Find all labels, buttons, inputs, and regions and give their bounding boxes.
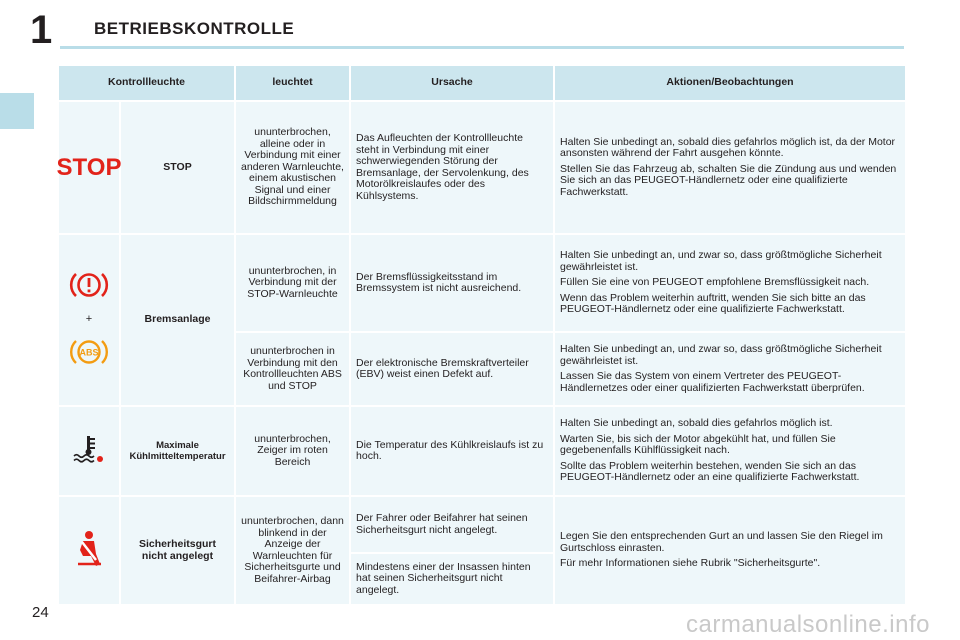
light-cause: Die Temperatur des Kühlkreislaufs ist zu hoch. (351, 407, 553, 495)
action-text: Warten Sie, bis sich der Motor abgekühlt hat, und füllen Sie gegebenenfalls Kühlflüssigkeit nach. (560, 432, 836, 457)
action-text: Stellen Sie das Fahrzeug ab, schalten Sie die Zündung aus und wenden Sie sich an das PEUGEOT-Händlernetz oder eine qualifizierte Fachwerkstatt. (560, 162, 897, 198)
icon-cell (59, 407, 119, 495)
table-header-row (59, 66, 905, 100)
action-text: Halten Sie unbedingt an, sobald dies gefahrlos möglich ist. (560, 417, 833, 430)
light-condition: ununterbrochen, dann blinkend in der Anzeige der Warnleuchten für Sicherheitsgurte und Beifahrer-Airbag (236, 497, 349, 604)
light-condition: ununterbrochen, alleine oder in Verbindung mit einer anderen Warnleuchte, einem akustischen Signal und einer Bildschirmmeldung (236, 102, 349, 233)
chapter-number: 1 (30, 8, 53, 52)
action-text: Für mehr Informationen siehe Rubrik "Sicherheitsgurte". (560, 557, 821, 570)
light-name: Bremsanlage (121, 235, 234, 405)
light-cause: Der Fahrer oder Beifahrer hat seinen Sicherheitsgurt nicht angelegt. (351, 497, 553, 552)
stop-warning-icon (56, 153, 122, 181)
light-actions (555, 235, 905, 331)
table-row-coolant (59, 407, 905, 495)
light-name (121, 407, 234, 495)
light-name-line: Kühlmitteltemperatur (129, 451, 226, 462)
coolant-temperature-icon (71, 434, 107, 464)
light-cause: Der elektronische Bremskraftverteiler (EBV) weist einen Defekt auf. (351, 333, 553, 405)
action-text: Wenn das Problem weiterhin auftritt, wenden Sie sich bitte an das PEUGEOT-Händlernetz oder eine qualifizierte Fachwerkstatt. (560, 291, 866, 316)
icon-cell (59, 497, 119, 604)
table-row-brake-1 (59, 235, 905, 331)
action-text: Lassen Sie das System von einem Vertreter des PEUGEOT-Händlernetzes oder einer qualifizierten Fachwerkstatt überprüfen. (560, 370, 865, 394)
brake-warning-icon (69, 269, 109, 301)
icon-cell (59, 235, 119, 405)
stop-icon-text: STOP (56, 153, 122, 181)
light-actions (555, 497, 905, 604)
warning-lights-table (57, 64, 907, 606)
column-header-kontrollleuchte: Kontrollleuchte (59, 66, 234, 100)
watermark: carmanualsonline.info (686, 611, 930, 638)
seatbelt-warning-icon (74, 530, 104, 568)
light-condition: ununterbrochen, in Verbindung mit der STOP-Warnleuchte (236, 235, 349, 331)
header-rule (60, 46, 904, 49)
light-cause: Mindestens einer der Insassen hinten hat seinen Sicherheitsgurt nicht angelegt. (351, 554, 553, 604)
action-text: Sollte das Problem weiterhin bestehen, wenden Sie sich an das PEUGEOT-Händlernetz oder an eine qualifizierte Fachwerkstatt. (560, 459, 860, 484)
abs-warning-icon (69, 336, 109, 368)
action-text: Füllen Sie eine von PEUGEOT empfohlene Bremsflüssigkeit nach. (560, 276, 870, 289)
abs-icon-text: ABS (79, 347, 99, 358)
light-cause: Das Aufleuchten der Kontrollleuchte steht in Verbindung mit einer schwerwiegenden Störung der Bremsanlage, der Servolenkung, des Motorölkreislaufes oder des Kühlsystems. (351, 102, 553, 233)
light-actions (555, 102, 905, 233)
column-header-ursache: Ursache (351, 66, 553, 100)
icon-cell (56, 102, 122, 233)
chapter-side-tab (0, 93, 34, 129)
column-header-leuchtet: leuchtet (236, 66, 349, 100)
page-title: BETRIEBSKONTROLLE (94, 19, 295, 38)
plus-sign: + (85, 313, 93, 326)
action-text: Halten Sie unbedingt an, und zwar so, dass größtmögliche Sicherheit gewährleistet ist. (560, 343, 882, 367)
light-cause: Der Bremsflüssigkeitsstand im Bremssystem ist nicht ausreichend. (351, 235, 553, 331)
page-number: 24 (32, 604, 49, 621)
light-name: STOP (121, 102, 234, 233)
light-condition: ununterbrochen in Verbindung mit den Kontrollleuchten ABS und STOP (236, 333, 349, 405)
light-actions (555, 407, 905, 495)
action-text: Halten Sie unbedingt an, sobald dies gefahrlos möglich ist, da der Motor ansonsten während der Fahrt ausgehen könnte. (560, 135, 896, 160)
light-condition: ununterbrochen, Zeiger im roten Bereich (236, 407, 349, 495)
table-row-stop (59, 102, 905, 233)
action-text: Halten Sie unbedingt an, und zwar so, dass größtmögliche Sicherheit gewährleistet ist. (560, 249, 882, 273)
light-name: Sicherheitsgurt nicht angelegt (121, 497, 234, 604)
column-header-aktionen: Aktionen/Beobachtungen (555, 66, 905, 100)
light-name-line: Maximale (156, 439, 199, 451)
action-text: Legen Sie den entsprechenden Gurt an und lassen Sie den Riegel im Gurtschloss einrasten. (560, 530, 883, 554)
light-actions (555, 333, 905, 405)
table-row-seatbelt-1 (59, 497, 905, 552)
